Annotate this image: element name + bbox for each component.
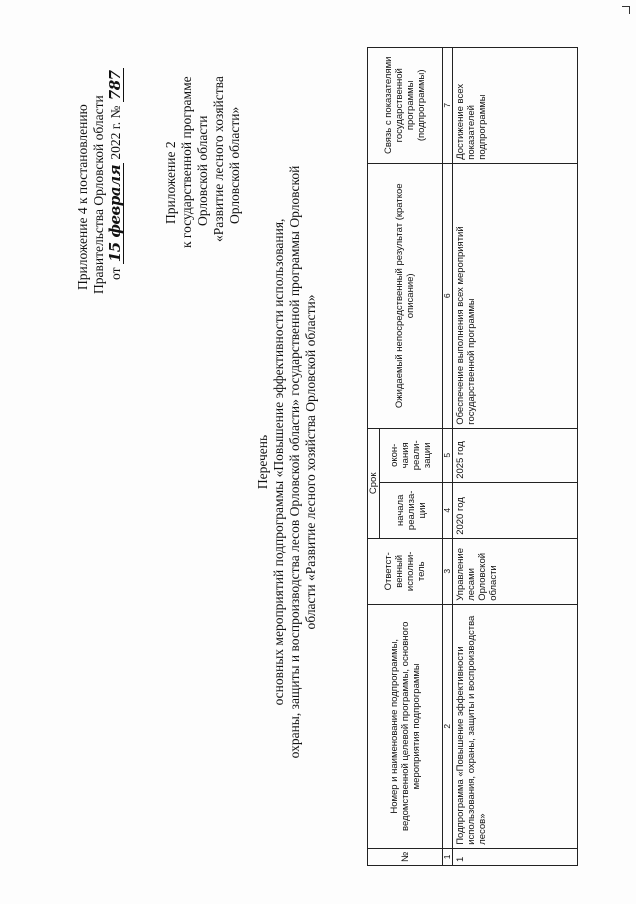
appendix-line-1: Приложение 2 bbox=[163, 141, 178, 224]
title-line-2: основных мероприятий подпрограммы «Повышение эффективности использования, bbox=[271, 218, 286, 706]
column-number: 4 bbox=[443, 482, 453, 538]
approval-year: 2022 г. № bbox=[108, 105, 123, 160]
appendix-line-2: к государственной программе bbox=[179, 76, 194, 248]
header-executor: Ответст-венный исполни-тель bbox=[368, 538, 443, 604]
column-number: 5 bbox=[443, 428, 453, 482]
header-num: № bbox=[368, 848, 443, 865]
row-link: Достижение всех показателей подпрограммы bbox=[453, 47, 578, 163]
appendix-line-4: «Развитие лесного хозяйства bbox=[211, 76, 226, 242]
row-start: 2020 год bbox=[453, 482, 578, 538]
appendix-line-5: Орловской области» bbox=[227, 106, 242, 224]
header-term: Срок bbox=[368, 428, 380, 538]
column-number: 2 bbox=[443, 604, 453, 848]
column-number: 1 bbox=[443, 848, 453, 865]
row-name: Подпрограмма «Повышение эффективности использования, охраны, защиты и воспроизводства лесов» bbox=[453, 604, 578, 848]
table-column-numbers-row bbox=[443, 47, 453, 865]
title-line-4: области «Развитие лесного хозяйства Орловской области» bbox=[303, 294, 318, 630]
header-link: Связь с показателями государственной программы (подпрограммы) bbox=[368, 47, 443, 163]
column-number: 6 bbox=[443, 163, 453, 428]
table-header-row bbox=[368, 47, 380, 865]
row-end: 2025 год bbox=[453, 428, 578, 482]
column-number: 3 bbox=[443, 538, 453, 604]
column-number: 7 bbox=[443, 47, 453, 163]
approval-line-2: Правительства Орловской области bbox=[91, 95, 106, 294]
approval-line-3 bbox=[107, 68, 124, 280]
table-row bbox=[453, 47, 578, 865]
document-title bbox=[255, 0, 319, 904]
appendix-line-3: Орловской области bbox=[195, 115, 210, 226]
approval-line-1: Приложение 4 к постановлению bbox=[75, 104, 90, 290]
header-end: окон-чания реали-зации bbox=[380, 428, 443, 482]
approval-number: 787 bbox=[106, 70, 124, 101]
approval-date-prefix: от bbox=[108, 267, 123, 280]
header-result: Ожидаемый непосредственный результат (краткое описание) bbox=[368, 163, 443, 428]
header-name: Номер и наименование подпрограммы, ведомственной целевой программы, основного мероприятия подпрограммы bbox=[368, 604, 443, 848]
row-num: 1 bbox=[453, 848, 578, 865]
row-executor: Управление лесами Орловской области bbox=[453, 538, 578, 604]
row-result: Обеспечение выполнения всех мероприятий государственной программы bbox=[453, 163, 578, 428]
header-start: начала реализа-ции bbox=[380, 482, 443, 538]
measures-table bbox=[367, 47, 578, 866]
title-line-1: Перечень bbox=[255, 434, 270, 490]
approval-date: 15 февраля bbox=[106, 164, 124, 263]
title-line-3: охраны, защиты и воспроизводства лесов Орловской области» государственной программы Орловской bbox=[287, 165, 302, 759]
